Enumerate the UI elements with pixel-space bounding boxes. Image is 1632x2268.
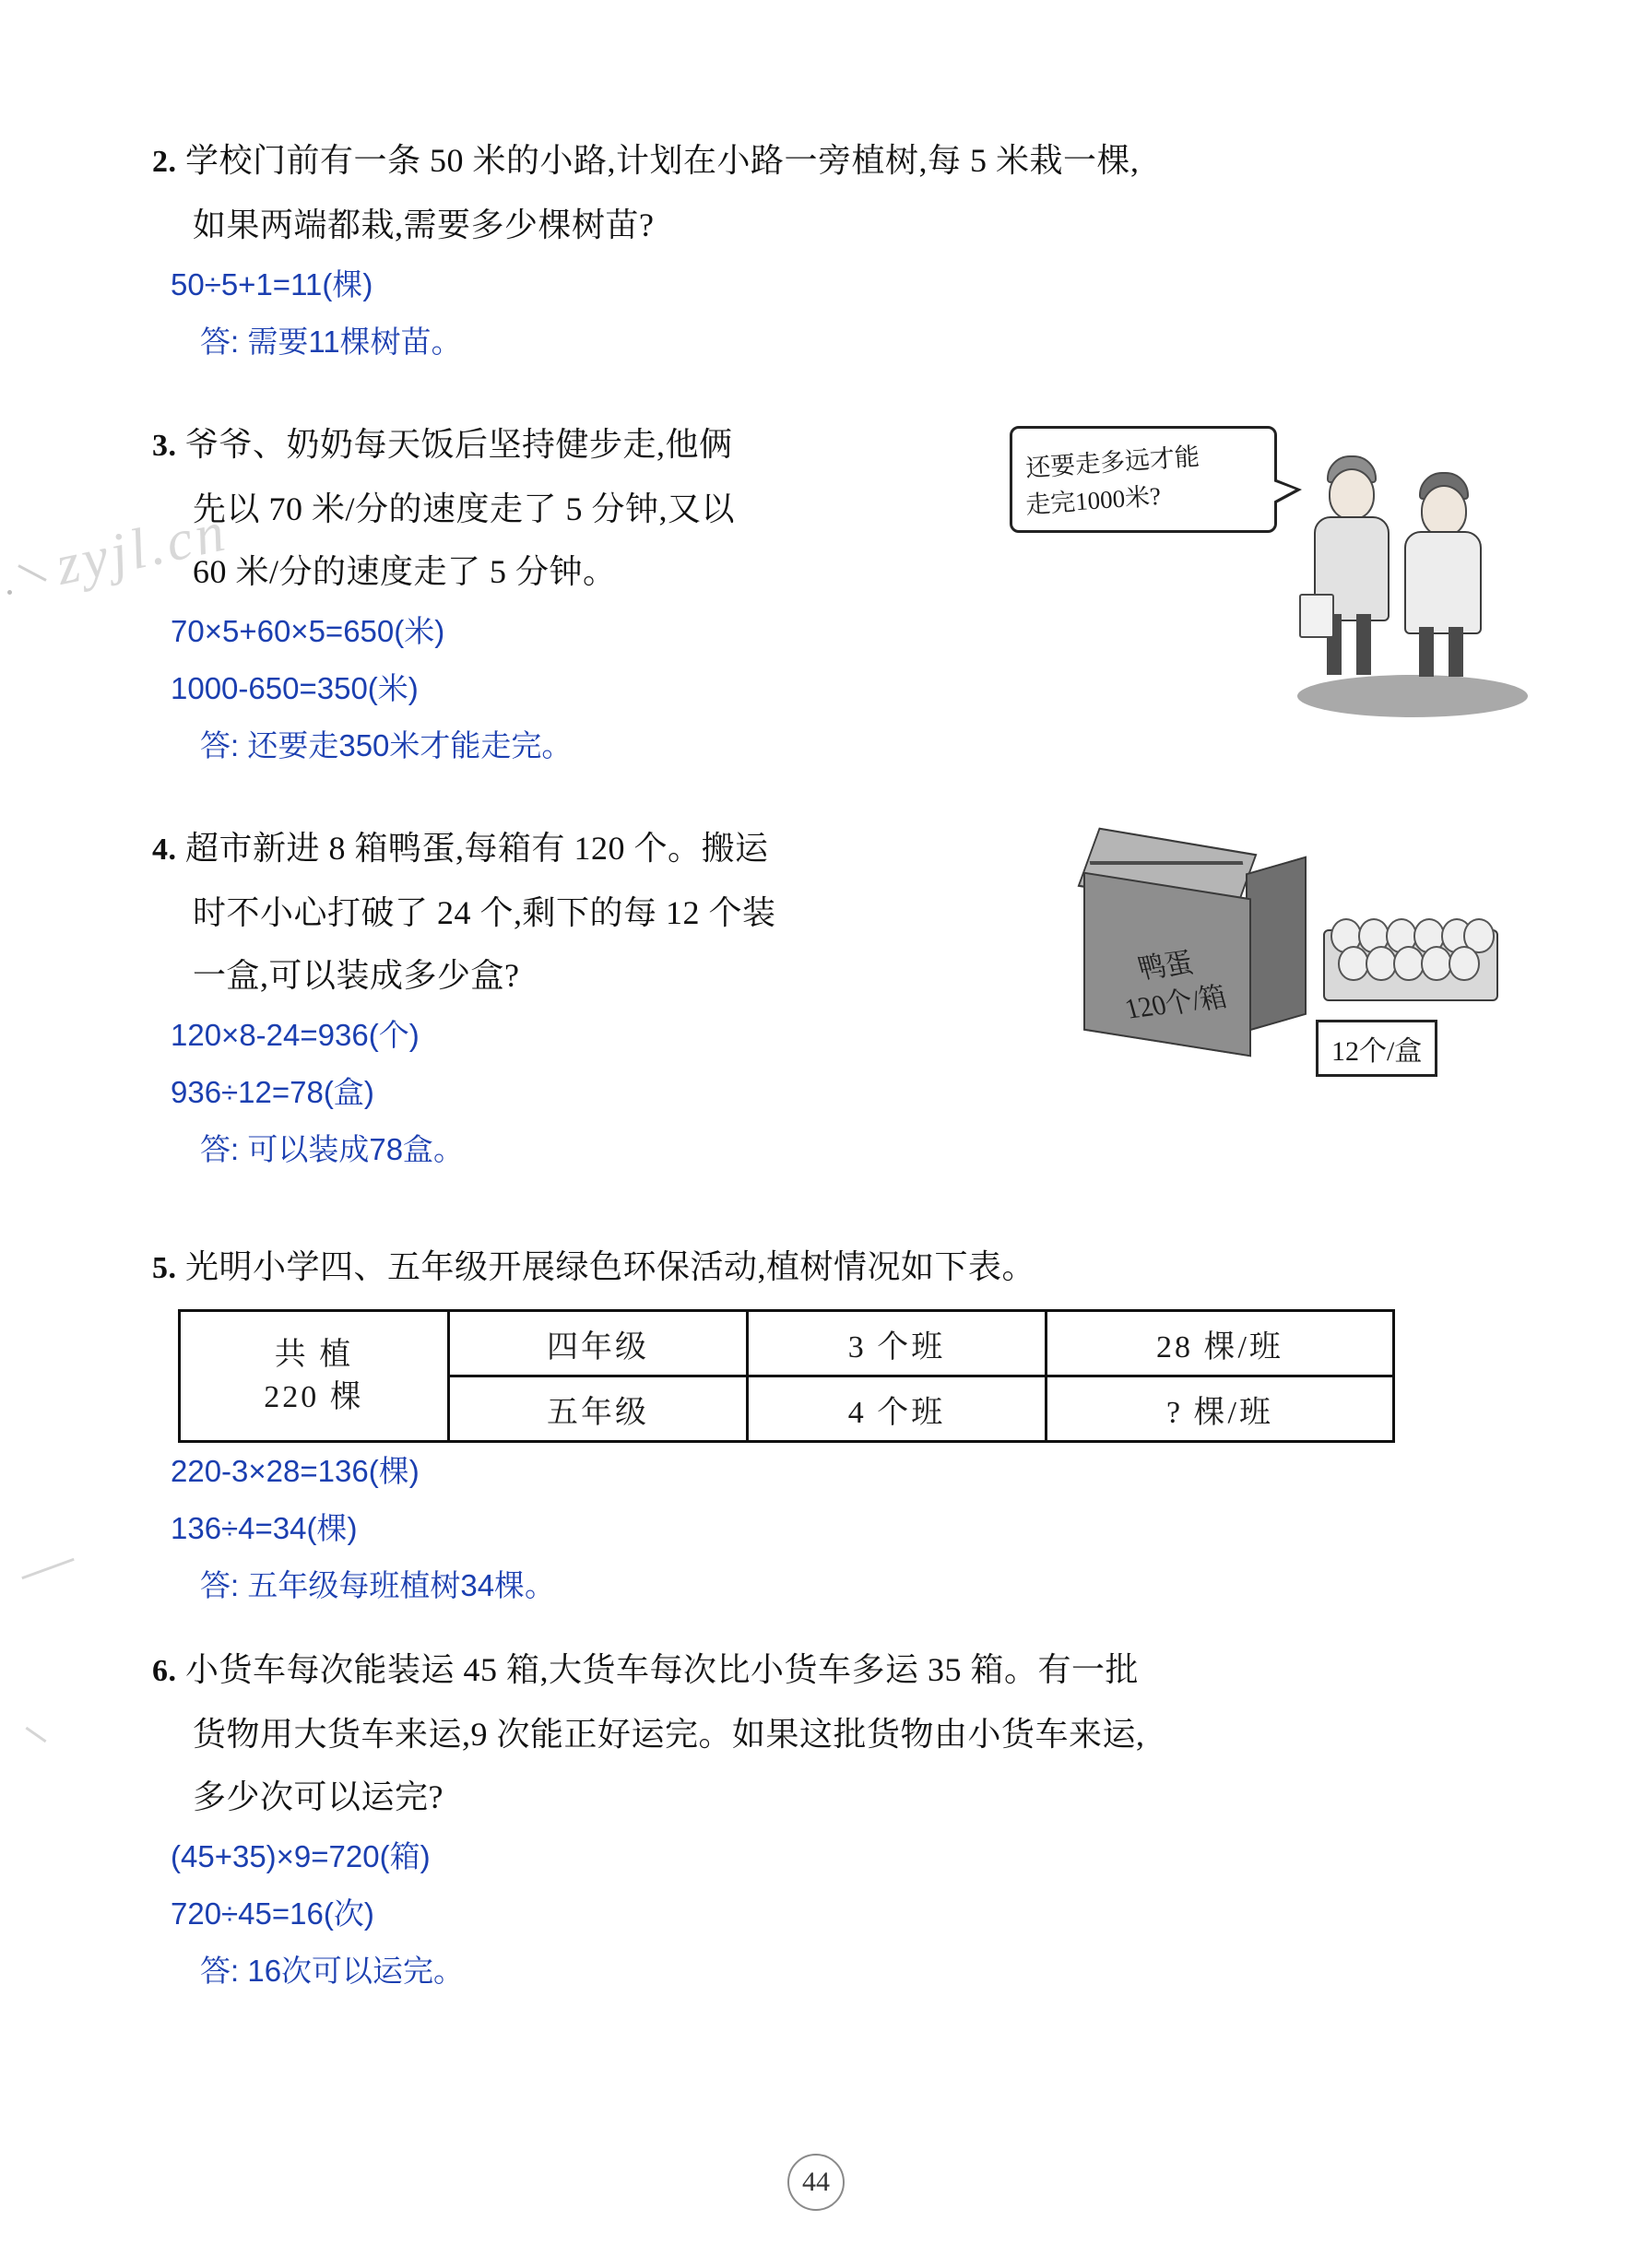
egg-icon — [1366, 946, 1397, 981]
box-label-line-2: 120个/箱 — [1121, 981, 1231, 1025]
problem-4-text-1: 超市新进 8 箱鸭蛋,每箱有 120 个。搬运 — [185, 830, 769, 867]
problem-4-work-2: 936÷12=78(盒) — [171, 1075, 374, 1109]
stray-dot — [7, 590, 12, 595]
box-tape-seam — [1090, 861, 1244, 865]
problem-6-line-1 — [152, 1638, 1489, 1703]
problem-6 — [152, 1638, 1489, 2000]
table-cell-grade5: 五年级 — [449, 1376, 748, 1442]
problem-2-work-1: 50÷5+1=11(棵) — [171, 267, 373, 301]
spacer — [152, 1178, 1489, 1235]
problem-3 — [152, 413, 1489, 774]
egg-icon — [1338, 946, 1369, 981]
planting-table — [178, 1309, 1395, 1443]
problem-4-text-2: 时不小心打破了 24 个,剩下的每 12 个装 — [193, 894, 776, 931]
problem-2-text-1: 学校门前有一条 50 米的小路,计划在小路一旁植树,每 5 米栽一棵, — [185, 142, 1140, 179]
ground-shadow — [1297, 675, 1528, 717]
problem-5-answer: 答: 五年级每班植树34棵。 — [200, 1568, 556, 1602]
table-cell-grade4-per-class: 28 棵/班 — [1046, 1311, 1393, 1376]
spacer — [152, 1614, 1489, 1638]
box-front-face — [1083, 872, 1251, 1057]
problem-5-number: 5. — [152, 1251, 177, 1285]
shopping-bag-icon — [1299, 594, 1334, 638]
problem-6-text-2: 货物用大货车来运,9 次能正好运完。如果这批货物由小货车来运, — [193, 1716, 1145, 1753]
problem-6-text-3: 多少次可以运完? — [193, 1778, 443, 1815]
watermark-text: zyjl.cn — [50, 500, 234, 597]
problem-5-text-1: 光明小学四、五年级开展绿色环保活动,植树情况如下表。 — [185, 1248, 1036, 1285]
egg-icon — [1421, 946, 1452, 981]
speech-bubble-line-1: 还要走多远才能 — [1024, 442, 1200, 483]
table-row — [180, 1311, 1394, 1376]
problem-5-work-1: 220-3×28=136(棵) — [171, 1454, 420, 1488]
problem-6-work-1: (45+35)×9=720(箱) — [171, 1839, 431, 1873]
tray-label: 12个/盒 — [1316, 1020, 1437, 1077]
problem-list — [152, 129, 1489, 2000]
egg-icon — [1393, 946, 1425, 981]
problem-4-illustration — [973, 826, 1526, 1112]
table-cell-grade4-classes: 3 个班 — [748, 1311, 1047, 1376]
problem-6-text-1: 小货车每次能装运 45 箱,大货车每次比小货车多运 35 箱。有一批 — [185, 1651, 1140, 1688]
problem-2-answer: 答: 需要11棵树苗。 — [200, 325, 462, 359]
problem-3-work-1: 70×5+60×5=650(米) — [171, 614, 445, 648]
elderly-couple-figure — [1286, 446, 1535, 723]
problem-3-text-3: 60 米/分的速度走了 5 分钟。 — [193, 553, 617, 590]
problem-3-number: 3. — [152, 429, 177, 463]
spacer — [152, 774, 1489, 817]
problem-4 — [152, 817, 1489, 1178]
box-label-line-1: 鸭蛋 — [1134, 947, 1197, 986]
table-cell-grade4: 四年级 — [449, 1311, 748, 1376]
grandma-leg-right — [1449, 627, 1463, 677]
problem-5 — [152, 1235, 1489, 1614]
total-line-2: 220 棵 — [264, 1379, 364, 1414]
problem-5-line-1 — [152, 1235, 1489, 1300]
egg-tray — [1323, 929, 1498, 1001]
problem-2-number: 2. — [152, 145, 177, 179]
speech-bubble — [1010, 426, 1277, 533]
grandpa-head-icon — [1329, 468, 1375, 520]
problem-5-work-2: 136÷4=34(棵) — [171, 1511, 358, 1545]
grandma-body — [1404, 531, 1482, 634]
problem-6-answer: 答: 16次可以运完。 — [200, 1954, 465, 1988]
problem-6-work-2: 720÷45=16(次) — [171, 1896, 374, 1931]
problem-3-illustration — [1010, 420, 1544, 725]
grandma-leg-left — [1419, 627, 1434, 677]
stray-mark — [18, 564, 46, 582]
problem-2-text-2: 如果两端都栽,需要多少棵树苗? — [193, 207, 655, 243]
problem-2 — [152, 129, 1489, 371]
problem-4-answer: 答: 可以装成78盒。 — [200, 1132, 465, 1166]
problem-3-answer: 答: 还要走350米才能走完。 — [200, 728, 573, 762]
egg-carton-box — [1083, 846, 1305, 1045]
stray-mark — [21, 1558, 74, 1579]
problem-2-line-1 — [152, 129, 1489, 194]
spacer — [152, 371, 1489, 413]
problem-4-work-1: 120×8-24=936(个) — [171, 1018, 420, 1052]
total-line-1: 共 植 — [274, 1337, 354, 1372]
table-cell-grade5-per-class: ? 棵/班 — [1046, 1376, 1393, 1442]
problem-3-work-2: 1000-650=350(米) — [171, 671, 419, 705]
box-side-face — [1246, 856, 1307, 1033]
egg-icon — [1449, 946, 1480, 981]
problem-3-text-2: 先以 70 米/分的速度走了 5 分钟,又以 — [193, 490, 736, 527]
box-label — [1094, 939, 1248, 1031]
table-cell-grade5-classes: 4 个班 — [748, 1376, 1047, 1442]
grandma-head-icon — [1421, 485, 1467, 537]
page-number: 44 — [787, 2154, 845, 2211]
stray-mark — [25, 1727, 46, 1742]
problem-6-number: 6. — [152, 1654, 177, 1688]
problem-5-table-wrap — [152, 1300, 1489, 1443]
speech-bubble-line-2: 走完1000米? — [1024, 481, 1162, 520]
problem-4-text-3: 一盒,可以装成多少盒? — [193, 957, 520, 994]
grandpa-leg-right — [1356, 614, 1371, 675]
problem-3-text-1: 爷爷、奶奶每天饭后坚持健步走,他俩 — [185, 426, 733, 463]
table-cell-total — [180, 1311, 449, 1442]
problem-4-number: 4. — [152, 833, 177, 867]
